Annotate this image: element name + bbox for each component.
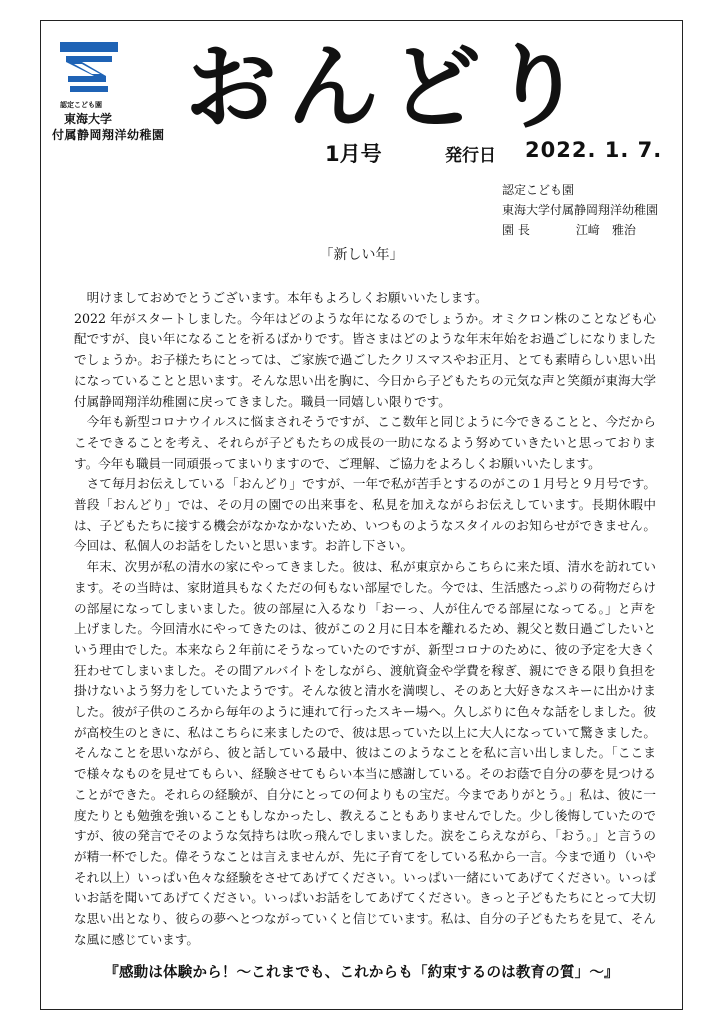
issue-date-label: 発行日 bbox=[445, 146, 496, 166]
paragraph-story: 年末、次男が私の清水の家にやってきました。彼は、私が東京からこちらに来た頃、清水を訪れています。その当時は、家財道具もなくただの何もない部屋でした。今では、生活感たっぷりの荷物だらけの部屋になってしまいました。彼の部屋に入るなり「おーっ、人が住んでる部屋になってる。」と声を上げました。今回清水にやってきたのは、彼がこの２月に日本を離れるため、親父と数日過ごしたいという理由でした。本来なら２年前にそうなっていたのですが、新型コロナのために、彼の予定を大きく狂わせてしまいました。その間アルバイトをしながら、渡航資金や学費を稼ぎ、親にできる限り負担を掛けないよう努力をしていたようです。そんな彼と清水を満喫し、そのあと大好きなスキーに出かけました。彼が子供のころから毎年のように連れて行ったスキー場へ。久しぶりに色々な話をしました。彼が高校生のときに、私はこちらに来ましたので、彼は思っていた以上に大人になっていて驚きました。そんなことを思いながら、彼と話している最中、彼はこのようなことを私に言い出しました。「ここまで様々なものを見せてもらい、経験させてもらい本当に感謝している。そのお蔭で自分の夢を見つけることができた。それらの経験が、自分にとっての何よりもの宝だ。今までありがとう。」私は、彼に一度たりとも勉強を強いることもしなかったし、教えることもありませんでした。少し後悔していたのですが、彼の発言でそのような気持ちは吹っ飛んでしまいました。涙をこらえながら、「おう。」と言うのが精一杯でした。偉そうなことは言えませんが、先に子育てをしている私から一言。今まで通り（いやそれ以上）いっぱい色々な経験をさせてあげてください。いっぱい一緒にいてあげてください。いっぱいお話を聞いてあげてください。いっぱいお話をしてあげてください。きっと子どもたちにとって大切な思い出となり、彼らの夢へとつながっていくと信じています。私は、自分の子どもたちを見て、そんな風に感じています。 bbox=[74, 559, 656, 947]
motto: 『感動は体験から！～これまでも、これからも「約束するのは教育の質」～』 bbox=[104, 964, 619, 981]
paragraph-covid: 今年も新型コロナウイルスに悩まされそうですが、ここ数年と同じように今できることと、今だからこそできることを考え、それらが子どもたちの成長の一助になるよう努めていきたいと思っております。今年も職員一同頑張ってまいりますので、ご理解、ご協力をよろしくお願いいたします。 bbox=[74, 414, 656, 471]
paragraph-greeting: 明けましておめでとうございます。本年もよろしくお願いいたします。 bbox=[86, 290, 488, 305]
university-label: 東海大学 bbox=[64, 112, 113, 126]
sender-principal bbox=[502, 220, 658, 240]
school-name-label: 付属静岡翔洋幼稚園 bbox=[52, 128, 165, 142]
paragraph-ondori: さて毎月お伝えしている「おんどり」ですが、一年で私が苦手とするのがこの１月号と９月号です。普段「おんどり」では、その月の園での出来事を、私見を加えながらお伝えしています。長期休暇中は、子どもたちに接する機会がなかなかないため、いつものようなスタイルのお知らせができません。今回は、私個人のお話をしたいと思います。お許し下さい。 bbox=[74, 476, 656, 554]
sender-school: 東海大学付属静岡翔洋幼稚園 bbox=[502, 203, 659, 217]
article-body bbox=[74, 288, 656, 951]
article-heading: 「新しい年」 bbox=[319, 247, 404, 263]
school-logo-icon bbox=[60, 42, 118, 98]
school-type-label: 認定こども園 bbox=[60, 101, 102, 109]
paragraph-new-year: 2022 年がスタートしました。今年はどのような年になるのでしょうか。オミクロン株のことなども心配ですが、良い年になることを祈るばかりです。皆さまはどのような年末年始をお過ごしになりましたでしょうか。お子様たちにとっては、ご家族で過ごしたクリスマスやお正月、とても素晴らしい思い出になっていることと思います。そんな思い出を胸に、今日から子どもたちの元気な声と笑顔が東海大学付属静岡翔洋幼稚園に戻ってきました。職員一同嬉しい限りです。 bbox=[74, 310, 656, 409]
principal-name: 江﨑 雅治 bbox=[575, 223, 636, 237]
sender-block bbox=[502, 180, 658, 240]
principal-role: 園 長 bbox=[502, 223, 530, 237]
issue-label: 1月号 bbox=[325, 142, 382, 166]
newsletter-title: おんどり bbox=[185, 34, 594, 141]
issue-date: 2022. 1. 7. bbox=[525, 138, 663, 162]
sender-org: 認定こども園 bbox=[502, 183, 575, 197]
